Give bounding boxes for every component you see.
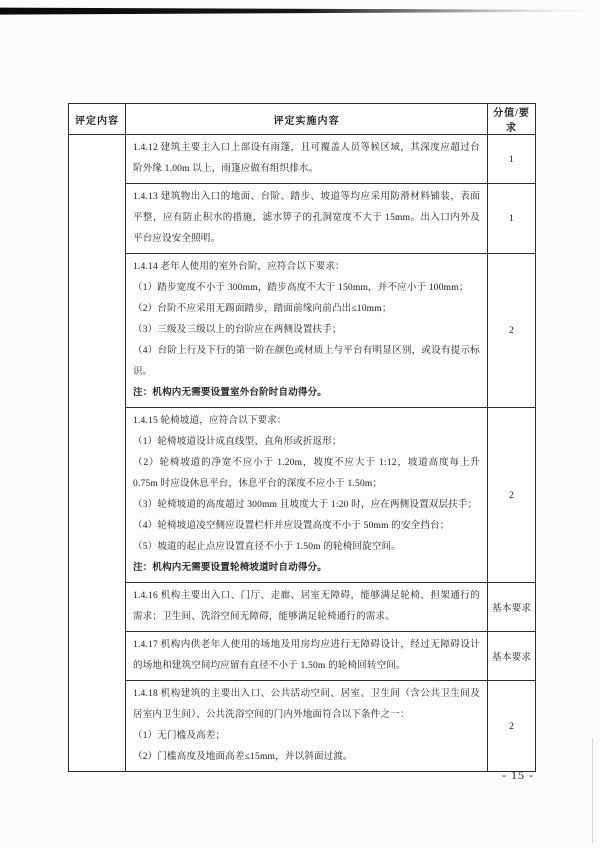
row-content-cell [126,583,488,632]
content-line: （2）门槛高度及地面高差≤15mm，并以斜面过渡。 [133,752,353,762]
content-line: 1.4.15 轮椅坡道，应符合以下要求： [133,416,287,426]
content-line: （1）轮椅坡道设计成直线型、直角形或折返形； [133,437,342,447]
table-row [69,254,536,408]
row-content-cell [126,408,488,583]
content-line: 1.4.13 建筑物出入口的地面、台阶、踏步、坡道等均应采用防滑材料铺装，表面平整，应有防止积水的措施，滤水箅子的孔洞宽度不大于 15mm。出入口内外及平台应设安全照明。 [133,192,480,244]
content-line: （4）台阶上行及下行的第一阶在颜色或材质上与平台有明显区别，或设有提示标识。 [133,346,480,377]
content-line: 注：机构内无需要设置轮椅坡道时自动得分。 [133,563,328,573]
assessment-table [68,103,536,772]
content-line: 1.4.14 老年人使用的室外台阶，应符合以下要求： [133,262,345,272]
content-line: （2）轮椅坡道的净宽不应小于 1.20m，坡度不应大于 1:12，坡道高度每上升 0.75m 时应设休息平台，休息平台的深度不应小于 1.50m； [133,458,480,489]
row-score-cell: 2 [488,254,536,408]
table-row [69,184,536,254]
row-content-cell [126,135,488,184]
content-line: 1.4.12 建筑主要主入口上部设有雨篷，且可覆盖人员等候区域，其深度应超过台阶外缘 1.00m 以上，雨篷应做有组织排水。 [133,143,480,174]
content-line: 1.4.16 机构主要出入口、门厅、走廊、居室无障碍，能够满足轮椅、担架通行的需求；卫生间、洗浴空间无障碍，能够满足轮椅通行的需求。 [133,591,480,622]
row-score-cell: 基本要求 [488,583,536,632]
page-number: - 15 - [502,768,534,782]
content-line: （1）无门槛及高差； [133,731,226,741]
content-line: 1.4.18 机构建筑的主要出入口、公共活动空间、居室、卫生间（含公共卫生间及居室内卫生间）、公共洗浴空间的门内外地面符合以下条件之一： [133,689,480,720]
table-row [69,681,536,772]
content-line: 注：机构内无需要设置室外台阶时自动得分。 [133,388,328,398]
table-row [69,632,536,681]
content-line: （4）轮椅坡道凌空侧应设置栏杆并应设置高度不小于 50mm 的安全挡台； [133,521,450,531]
row-score-cell: 2 [488,681,536,772]
category-cell [69,135,126,772]
row-score-cell: 1 [488,184,536,254]
header-assessment-content: 评定内容 [69,104,126,135]
header-score-requirement: 分值/要求 [488,104,536,135]
content-line: （5）坡道的起止点应设置直径不小于 1.50m 的轮椅回旋空间。 [133,542,401,552]
table-row [69,408,536,583]
row-content-cell [126,681,488,772]
scan-artifact-top-line [0,7,600,15]
row-content-cell [126,184,488,254]
header-implementation-content: 评定实施内容 [126,104,488,135]
row-score-cell: 2 [488,408,536,583]
row-score-cell: 基本要求 [488,632,536,681]
scan-artifact-right-streak [592,738,593,843]
table-row [69,135,536,184]
content-line: 1.4.17 机构内供老年人使用的场地及用房均应进行无障碍设计，经过无障碍设计的场地和建筑空间均应留有直径不小于 1.50m 的轮椅回转空间。 [133,640,480,671]
row-content-cell [126,254,488,408]
row-score-cell: 1 [488,135,536,184]
table-body [69,135,536,772]
table-row [69,583,536,632]
table-header-row [69,104,536,135]
content-line: （3）三级及三级以上的台阶应在两侧设置扶手； [133,325,342,335]
content-line: （1）踏步宽度不小于 300mm，踏步高度不大于 150mm，并不应小于 100mm； [133,283,469,293]
row-content-cell [126,632,488,681]
content-line: （3）轮椅坡道的高度超过 300mm 且坡度大于 1:20 时，应在两侧设置双层扶手； [133,500,478,510]
content-line: （2）台阶不应采用无踢面踏步，踏面前缘向前凸出≤10mm； [133,304,392,314]
